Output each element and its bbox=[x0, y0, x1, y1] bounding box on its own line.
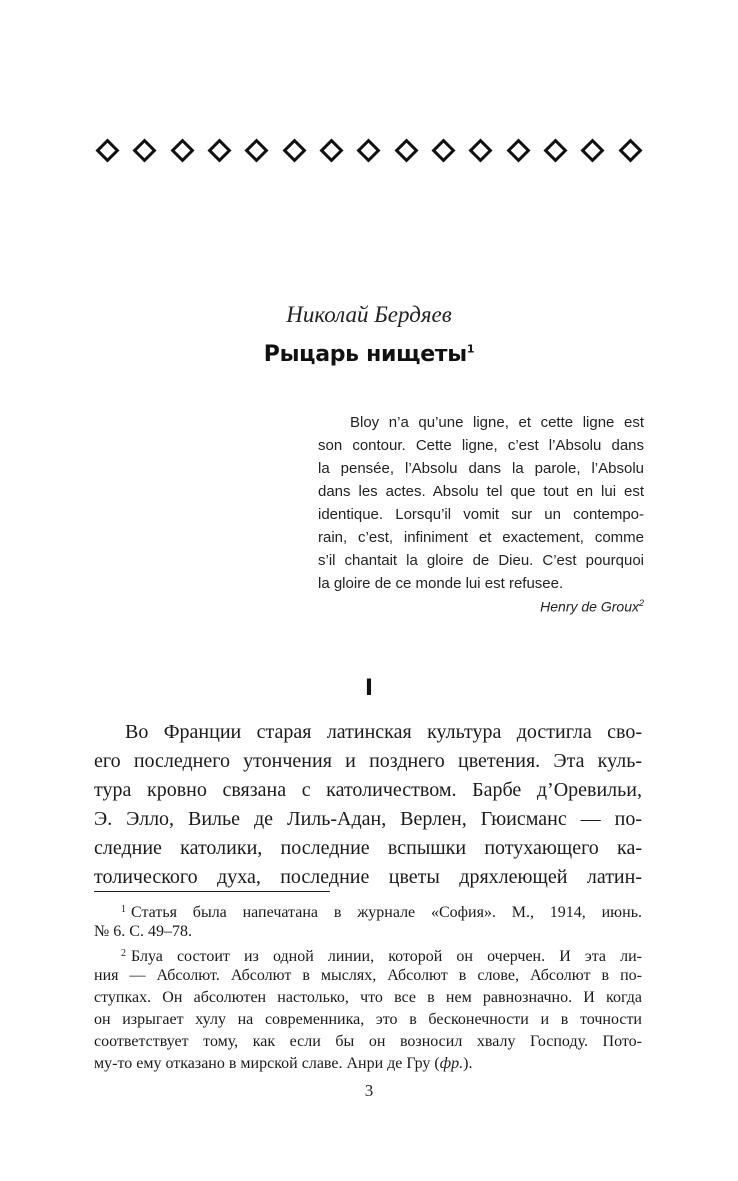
diamond-outline-icon bbox=[245, 138, 269, 162]
epigraph bbox=[318, 411, 644, 595]
diamond-outline-icon bbox=[133, 138, 157, 162]
diamond-outline-icon bbox=[170, 138, 194, 162]
chapter-title-text: Рыцарь нищеты bbox=[263, 342, 467, 367]
ornament-row bbox=[94, 135, 644, 165]
diamond-outline-icon bbox=[469, 138, 493, 162]
footnote-marker: 1 bbox=[121, 904, 126, 915]
diamond-outline-icon bbox=[506, 138, 530, 162]
footnote-line bbox=[94, 943, 642, 965]
language-abbrev: фр. bbox=[439, 1055, 464, 1072]
footnote-divider bbox=[94, 891, 330, 892]
footnotes bbox=[94, 899, 642, 1075]
footnote-line bbox=[94, 1009, 642, 1031]
footnote-line bbox=[94, 1053, 642, 1075]
epigraph-line: rain, c’est, infiniment et exactement, comme bbox=[318, 529, 644, 546]
diamond-outline-icon bbox=[282, 138, 306, 162]
footnote-text: Статья была напечатана в журнале «София». М., 1914, июнь. bbox=[131, 904, 642, 921]
epigraph-line: identique. Lorsqu’il vomit sur un contempo- bbox=[318, 506, 644, 523]
epigraph-line: s’il chantait la gloire de Dieu. C’est pourquoi bbox=[318, 552, 644, 569]
epigraph-line: la gloire de ce monde lui est refusee. bbox=[318, 575, 564, 592]
diamond-outline-icon bbox=[320, 138, 344, 162]
footnote-ref-1[interactable]: 1 bbox=[466, 342, 475, 356]
diamond-outline-icon bbox=[394, 138, 418, 162]
footnote-text: ния — Абсолют. Абсолют в мыслях, Абсолют в слове, Абсолют в по- bbox=[94, 967, 642, 984]
body-line: его последнего утончения и позднего цветения. Эта куль- bbox=[94, 750, 642, 772]
diamond-outline-icon bbox=[618, 138, 642, 162]
footnote-line bbox=[94, 987, 642, 1009]
epigraph-attribution-text: Henry de Groux bbox=[540, 598, 639, 615]
epigraph-line: Bloy n’a qu’une ligne, et cette ligne est bbox=[350, 414, 644, 431]
footnote-text: Блуа состоит из одной линии, которой он очерчен. И эта ли- bbox=[131, 948, 642, 965]
epigraph-line: dans les actes. Absolu tel que tout en lui est bbox=[318, 483, 644, 500]
footnote-text: № 6. С. 49–78. bbox=[94, 923, 192, 940]
footnote-line bbox=[94, 965, 642, 987]
epigraph-attribution bbox=[540, 598, 644, 615]
footnote-line bbox=[94, 921, 642, 943]
footnote-ref-2[interactable]: 2 bbox=[638, 598, 644, 608]
diamond-outline-icon bbox=[432, 138, 456, 162]
author-name: Николай Бердяев bbox=[286, 302, 452, 327]
body-line: толического духа, последние цветы дряхлеющей латин- bbox=[94, 866, 642, 888]
diamond-outline-icon bbox=[581, 138, 605, 162]
body-line: тура кровно связана с католичеством. Барбе д’Оревильи, bbox=[94, 779, 642, 801]
footnote-marker: 2 bbox=[121, 948, 126, 959]
body-line: Э. Элло, Вилье де Лиль-Адан, Верлен, Гюисманс — по- bbox=[94, 808, 642, 830]
chapter-title bbox=[0, 342, 738, 367]
page-number: 3 bbox=[364, 1081, 374, 1100]
epigraph-line: la pensée, l’Absolu dans la parole, l’Absolu bbox=[318, 460, 644, 477]
footnote-text: ступках. Он абсолютен настолько, что все в нем равнозначно. И когда bbox=[94, 989, 642, 1006]
epigraph-line: son contour. Cette ligne, c’est l’Absolu dans bbox=[318, 437, 644, 454]
footnote-text: ). bbox=[463, 1055, 473, 1072]
diamond-outline-icon bbox=[208, 138, 232, 162]
diamond-outline-icon bbox=[95, 138, 119, 162]
body-paragraph bbox=[94, 718, 642, 892]
footnote-text: му-то ему отказано в мирской славе. Анри де Гру ( bbox=[94, 1055, 440, 1072]
diamond-outline-icon bbox=[544, 138, 568, 162]
body-line: следние католики, последние вспышки потухающего ка- bbox=[94, 837, 642, 859]
diamond-outline-icon bbox=[357, 138, 381, 162]
footnote-text: он изрыгает хулу на современника, это в бесконечности и в точности bbox=[94, 1011, 642, 1028]
body-line: Во Франции старая латинская культура достигла сво- bbox=[125, 721, 642, 743]
footnote-text: соответствует тому, как если бы он возносил хвалу Господу. Пото- bbox=[94, 1033, 642, 1050]
section-number: I bbox=[364, 676, 374, 701]
footnote-line bbox=[94, 1031, 642, 1053]
footnote-line bbox=[94, 899, 642, 921]
